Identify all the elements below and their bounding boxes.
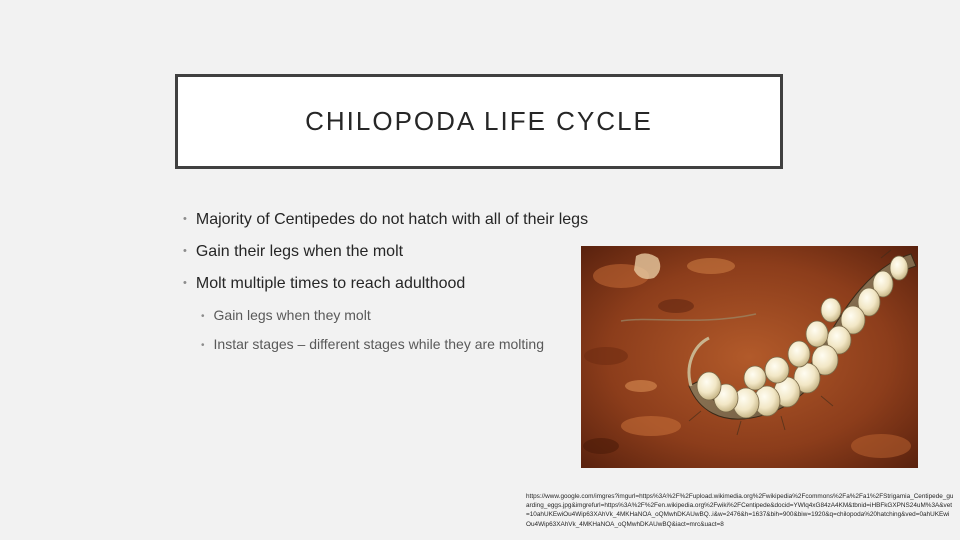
bullet-marker: • — [183, 277, 187, 289]
sub-bullet-item — [201, 336, 544, 352]
bullet-text: Gain their legs when the molt — [195, 243, 404, 260]
bullet-item — [183, 211, 588, 229]
bullet-item — [183, 243, 403, 261]
title-box — [175, 74, 783, 169]
bullet-marker: • — [201, 311, 205, 322]
bullet-marker: • — [183, 213, 187, 225]
sub-bullet-item — [201, 307, 371, 323]
bullet-text: Majority of Centipedes do not hatch with all of their legs — [195, 211, 589, 228]
bullet-text: Molt multiple times to reach adulthood — [195, 275, 466, 292]
bullet-item — [183, 275, 465, 293]
centipede-eggs-illustration — [581, 246, 918, 468]
centipede-photo — [581, 246, 918, 468]
bullet-marker: • — [183, 245, 187, 257]
bullet-marker: • — [201, 340, 205, 351]
image-source-citation[interactable]: https://www.google.com/imgres?imgurl=https%3A%2F%2Fupload.wikimedia.org%2Fwikipedia%2Fcommons%2Fa%2Fa1%2FStrigamia_Centipede_guarding_eggs.jpg&imgrefurl=https%3A%2F%2Fen.wikipedia.org%2Fwiki%2FCentipede&docid=YWlq4xG84zA4KM&tbnid=iHBFkGXPNS24uM%3A&vet=10ahUKEwiOu4Wip63XAhVk_4MKHaNOA_oQMwhDKAUwBQ..i&w=2476&h=1637&bih=900&biw=1920&q=chilopoda%20hatching&ved=0ahUKEwiOu4Wip63XAhVk_4MKHaNOA_oQMwhDKAUwBQ&iact=mrc&uact=8 — [526, 493, 954, 528]
sub-bullet-text: Instar stages – different stages while they are molting — [213, 336, 544, 352]
sub-bullet-text: Gain legs when they molt — [213, 307, 371, 323]
slide-title: CHILOPODA LIFE CYCLE — [305, 106, 653, 136]
